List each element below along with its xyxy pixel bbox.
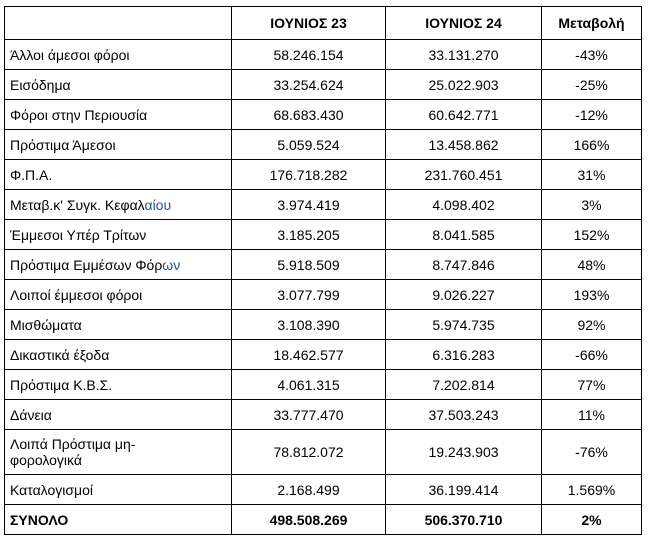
row-change: 152% [542,220,642,250]
row-change: -66% [542,340,642,370]
row-june-24: 36.199.414 [386,475,542,505]
table-row [5,160,642,190]
table-row [5,310,642,340]
row-change: 31% [542,160,642,190]
total-row [5,505,642,535]
row-change: 1.569% [542,475,642,505]
row-june-23: 5.059.524 [232,130,386,160]
tax-revenue-table [4,6,642,535]
row-change: -25% [542,70,642,100]
table-row [5,340,642,370]
row-change: 166% [542,130,642,160]
total-june-23: 498.508.269 [232,505,386,535]
table-row [5,400,642,430]
row-june-23: 3.185.205 [232,220,386,250]
table-row [5,130,642,160]
row-label: Πρόστιμα Άμεσοι [5,130,232,160]
row-change: 193% [542,280,642,310]
row-june-24: 19.243.903 [386,430,542,475]
row-label-blue-part: ων [162,256,181,273]
row-label: Μισθώματα [5,310,232,340]
row-june-24: 9.026.227 [386,280,542,310]
total-june-24: 506.370.710 [386,505,542,535]
row-june-24: 33.131.270 [386,40,542,70]
row-june-23: 3.108.390 [232,310,386,340]
row-june-24: 25.022.903 [386,70,542,100]
row-change: 77% [542,370,642,400]
row-label-line-1: Λοιπά Πρόστιμα μη- [10,436,136,452]
row-june-23: 3.077.799 [232,280,386,310]
row-label: Λοιποί έμμεσοι φόροι [5,280,232,310]
row-june-23: 5.918.509 [232,250,386,280]
table-row [5,370,642,400]
row-label-main: Πρόστιμα Εμμέσων Φόρ [10,256,163,273]
row-label: Πρόστιμα Κ.Β.Σ. [5,370,232,400]
row-label: Δάνεια [5,400,232,430]
header-category [5,7,232,40]
row-label-blue-part: αίου [144,196,172,213]
row-label: Έμμεσοι Υπέρ Τρίτων [5,220,232,250]
row-label: Φόροι στην Περιουσία [5,100,232,130]
header-june-24: ΙΟΥΝΙΟΣ 24 [386,7,542,40]
row-june-23: 68.683.430 [232,100,386,130]
row-label-line-2: φορολογικά [10,452,82,468]
header-june-23: ΙΟΥΝΙΟΣ 23 [232,7,386,40]
table-row [5,40,642,70]
table-row [5,280,642,310]
row-label: Εισόδημα [5,70,232,100]
row-june-24: 231.760.451 [386,160,542,190]
row-june-24: 37.503.243 [386,400,542,430]
row-label: Άλλοι άμεσοι φόροι [5,40,232,70]
row-june-23: 33.254.624 [232,70,386,100]
row-change: 3% [542,190,642,220]
row-change: -43% [542,40,642,70]
row-june-23: 4.061.315 [232,370,386,400]
row-change: 11% [542,400,642,430]
total-change: 2% [542,505,642,535]
row-label [5,430,232,475]
row-label [5,250,232,280]
row-june-24: 7.202.814 [386,370,542,400]
row-june-23: 58.246.154 [232,40,386,70]
header-change: Μεταβολή [542,7,642,40]
table-row [5,250,642,280]
row-label: Δικαστικά έξοδα [5,340,232,370]
table-row [5,100,642,130]
table-row [5,70,642,100]
row-june-23: 18.462.577 [232,340,386,370]
row-june-23: 176.718.282 [232,160,386,190]
row-change: -12% [542,100,642,130]
row-june-24: 60.642.771 [386,100,542,130]
row-change: 92% [542,310,642,340]
row-label [5,190,232,220]
row-label: Καταλογισμοί [5,475,232,505]
row-june-24: 8.041.585 [386,220,542,250]
row-june-24: 8.747.846 [386,250,542,280]
total-label: ΣΥΝΟΛΟ [5,505,232,535]
row-june-24: 4.098.402 [386,190,542,220]
row-june-24: 5.974.735 [386,310,542,340]
row-june-23: 33.777.470 [232,400,386,430]
table-header-row [5,7,642,40]
table-row [5,190,642,220]
row-june-24: 6.316.283 [386,340,542,370]
row-label: Φ.Π.Α. [5,160,232,190]
table-row [5,475,642,505]
row-change: 48% [542,250,642,280]
row-june-23: 2.168.499 [232,475,386,505]
row-june-24: 13.458.862 [386,130,542,160]
table-row [5,220,642,250]
row-label-main: Μεταβ.κ' Συγκ. Κεφαλ [10,196,145,213]
row-june-23: 3.974.419 [232,190,386,220]
row-change: -76% [542,430,642,475]
row-june-23: 78.812.072 [232,430,386,475]
table-row [5,430,642,475]
